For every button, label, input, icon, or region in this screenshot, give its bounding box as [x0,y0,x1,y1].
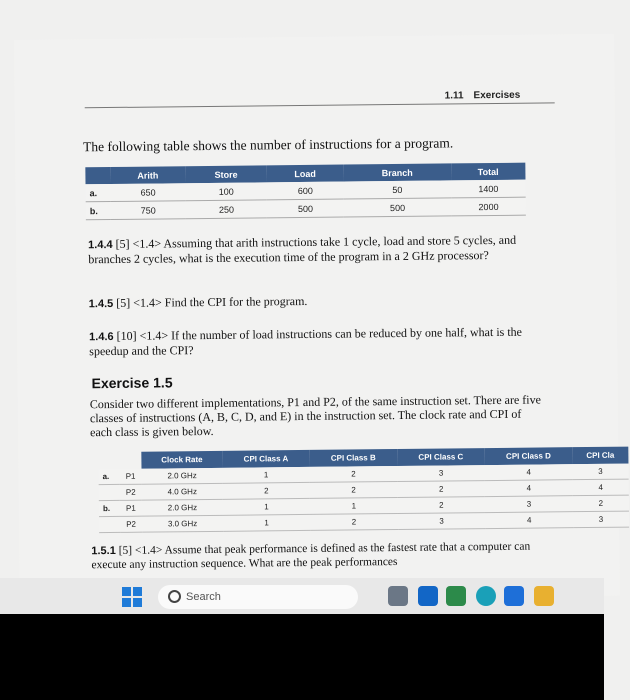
table-cell: 3.0 GHz [142,515,223,532]
exercise-text: Consider two different implementations, P1 and P2, of the same instruction set. There are five classes of instructions (A, B, C, D, and E) in the instruction set. The clock rate and CPI of each class is given below. [89,392,541,440]
table-cell [99,516,120,532]
table-cell: 2 [310,514,398,531]
table-cell: a. [98,469,119,485]
table-row [86,197,526,220]
question-1-4-4 [88,232,543,266]
question-text: [5] <1.4> Assume that peak performance is defined as the fastest rate that a computer can execute any instruction sequence. What are the peak performances [91,540,531,572]
table-cell: 2 [397,481,485,498]
search-icon [168,590,181,603]
dark-foreground [0,614,604,700]
question-number: 1.5.1 [91,544,116,558]
question-number: 1.4.5 [88,297,114,311]
table-cell: 600 [267,182,344,200]
table-cell: 100 [185,182,267,200]
column-header: Load [267,165,344,183]
table-cell: 2.0 GHz [142,499,223,516]
question-1-4-6 [89,324,544,358]
taskbar [0,578,604,614]
table-cell: 50 [343,180,451,199]
table-cell: 250 [186,200,268,219]
column-header: Arith [110,166,185,184]
question-1-5-1 [91,539,546,572]
column-header: CPI Cla [572,447,628,465]
table-cell: 1 [223,498,310,515]
column-header: CPI Class B [309,449,397,467]
column-header: Clock Rate [141,451,222,469]
table-cell: 2 [310,466,398,482]
question-text: [10] <1.4> If the number of load instructions can be reduced by one half, what is the speedup and the CPI? [89,324,523,359]
app-icon[interactable] [418,586,438,606]
folder-icon[interactable] [534,586,554,606]
table-cell: 4 [573,479,629,496]
table-cell [99,484,120,500]
table-cell: 650 [111,183,186,201]
column-header: Branch [343,163,451,181]
exercise-title: Exercise 1.5 [91,374,173,392]
question-number: 1.4.4 [88,238,113,252]
clock-rate-cpi-table [98,447,629,534]
table-cell: P1 [120,500,142,516]
table-cell: a. [86,184,111,202]
column-header: Total [451,163,526,181]
table-cell: P2 [120,516,142,532]
table-cell: 1 [310,498,398,515]
question-text: [5] <1.4> Assuming that arith instructions take 1 cycle, load and store 5 cycles, and branches 2 cycles, what is the execution time of the program in a 2 GHz processor? [88,232,517,267]
table-cell: 750 [111,201,186,220]
table-cell: P1 [119,469,141,485]
question-number: 1.4.6 [89,330,114,344]
table-cell: P2 [120,484,142,500]
search-input[interactable] [158,585,358,609]
column-header: Store [185,165,267,183]
table-cell: 1400 [451,180,526,198]
intro-text: The following table shows the number of instructions for a program. [83,135,454,155]
section-number: 1.11 [444,90,464,102]
table-cell: 2 [397,497,485,514]
instruction-count-table [85,163,526,221]
table-cell: 3 [397,465,485,481]
table-cell: 4 [485,480,573,497]
table-cell: 3 [485,496,573,513]
column-header: CPI Class A [222,450,309,468]
table-cell: 500 [344,198,452,217]
table-cell: 3 [573,511,629,528]
table-cell: 500 [267,199,344,218]
section-title: Exercises [473,89,521,102]
column-header: CPI Class C [397,448,485,466]
table-cell: 1 [223,467,310,483]
table-cell: 2 [223,482,310,499]
question-1-4-5 [89,291,544,311]
table-cell: b. [99,500,120,516]
table-cell: 4 [485,512,573,529]
table-cell: 3 [572,464,628,480]
column-header [98,452,119,469]
table-cell: 2000 [451,197,526,216]
table-cell: 4.0 GHz [142,483,223,500]
column-header [85,167,110,184]
header-rule [85,102,555,108]
table-cell: 3 [398,513,486,530]
question-text: [5] <1.4> Find the CPI for the program. [116,293,308,310]
table-cell: b. [86,201,111,219]
search-placeholder: Search [186,591,221,603]
column-header: CPI Class D [485,447,573,465]
file-icon[interactable] [388,586,408,606]
table-cell: 2.0 GHz [142,468,223,484]
windows-icon[interactable] [122,587,142,607]
photos-icon[interactable] [504,586,524,606]
table-cell: 1 [223,514,310,531]
table-cell: 2 [310,482,398,499]
edge-icon[interactable] [476,586,496,606]
store-icon[interactable] [446,586,466,606]
table-cell: 2 [573,495,629,512]
column-header [119,452,141,469]
textbook-page [14,34,620,602]
running-head [445,90,521,102]
table-cell: 4 [485,464,573,480]
